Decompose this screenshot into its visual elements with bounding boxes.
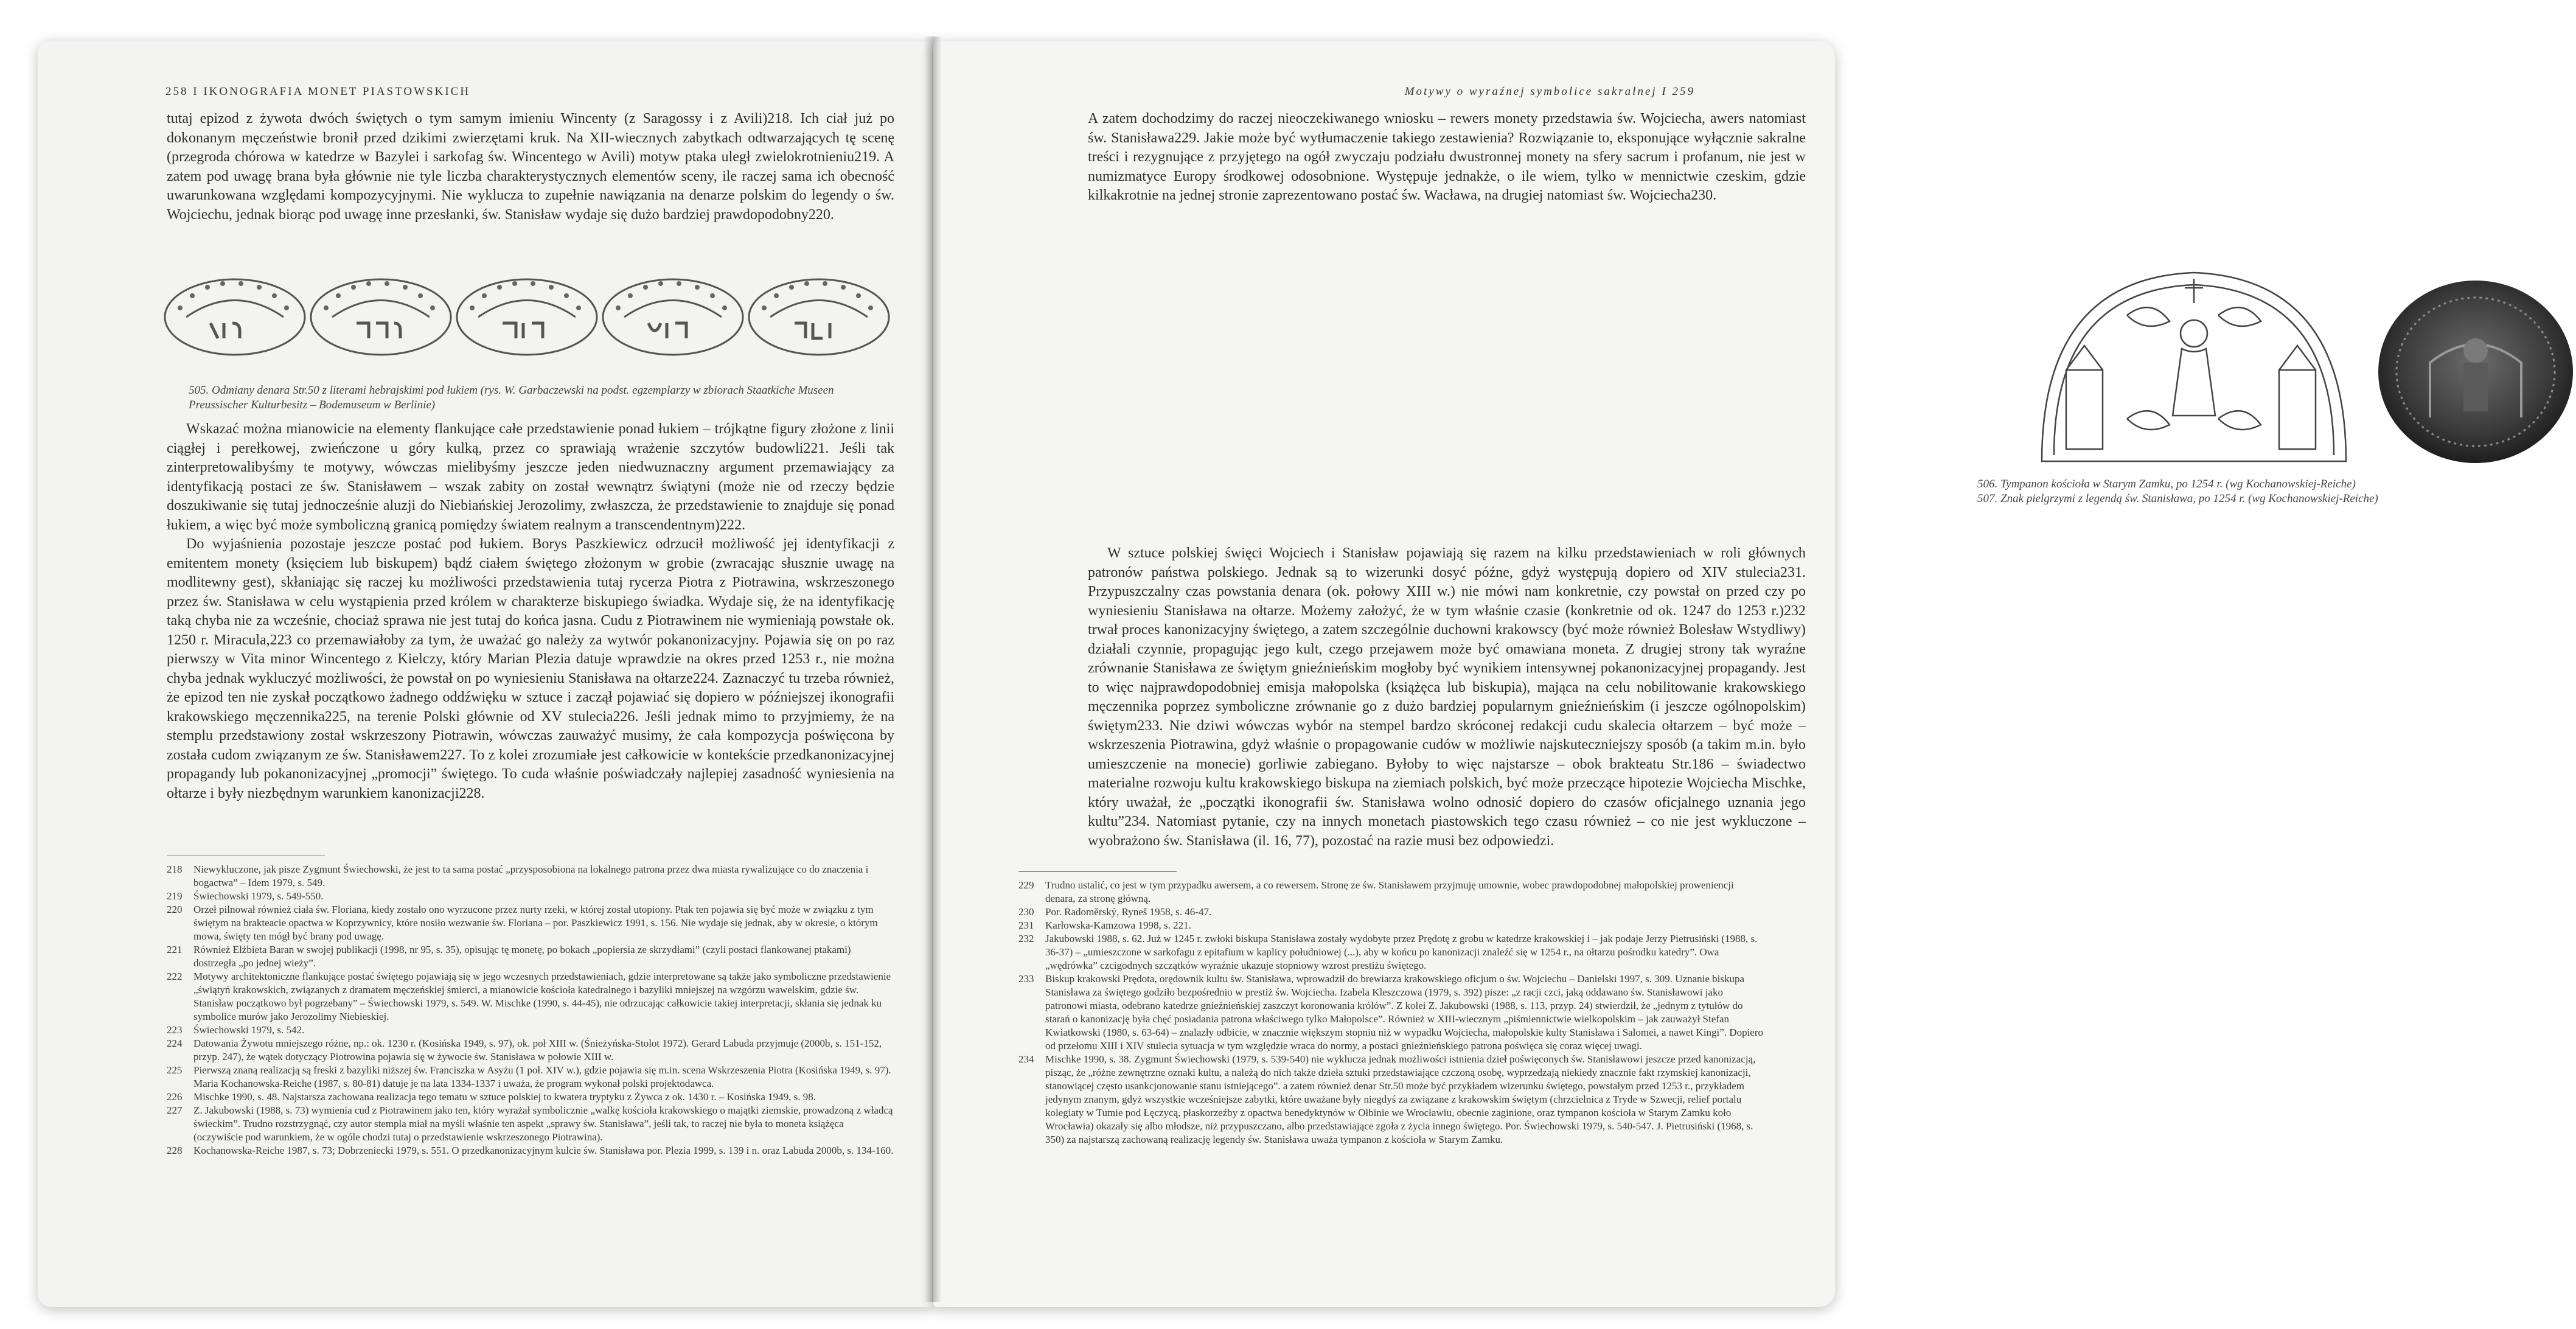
footnote-rule <box>1018 871 1177 872</box>
footnote: 227 Z. Jakubowski (1988, s. 73) wymienia cud z Piotrawinem jako ten, który wyrażał symbolicznie „walkę kościoła krakowskiego o majątki ziemskie, prowadzoną z władcą świeckim”. Trudno rozstrzygnąć, czy autor stempla miał na myśli właśnie ten aspekt „sprawy św. Stanisława”, jeśli tak, to raczej nie była to moneta książęca (oczywiście pod warunkiem, że w ogóle chodzi tutaj o przedstawienie wskrzeszonego Piotrawina). <box>167 1104 893 1143</box>
tympanon-drawing <box>2036 267 2352 467</box>
footnote: 225 Pierwszą znaną realizacją są freski z bazyliki niższej św. Franciszka w Asyżu (1 poł. XIV w.), gdzie pojawia się m.in. scena Wskrzeszenia Piotra (Kosińska 1949, s. 97). Maria Kochanowska-Reiche (1987, s. 80-81) datuje je na lata 1334-1337 i uważa, że program wykonał polski projektodawca. <box>167 1064 891 1089</box>
footnote: 231 Karłowska-Kamzowa 1998, s. 221. <box>1018 919 1191 931</box>
coin-variant <box>603 279 743 355</box>
footnote: 222 Motywy architektoniczne flankujące postać świętego pojawiają się w jego wczesnych przedstawieniach, gdzie interpretowane są także jako symboliczne przedstawienie „świątyń krakowskich, związanych z dramatem męczeńskiej śmierci, a mianowicie kościoła katedralnego i bazyliki mniejszej na wzgórzu wawelskim, gdzie św. Stanisław początkowo był pogrzebany” – Świechowski 1979, s. 549. W. Mischke (1990, s. 44-45), nie odrzucając całkowicie takiej interpretacji, skłania się jednak ku symbolice murów jako Jerozolimy Niebieskiej. <box>167 971 891 1022</box>
footnote: 232 Jakubowski 1988, s. 62. Już w 1245 r. zwłoki biskupa Stanisława zostały wydobyte przez Prędotę z grobu w katedrze krakowskiej i – jak podaje Jerzy Pietrusiński (1988, s. 36-37) – „umieszczone w sarkofagu z epitafium w kaplicy południowej (...), aby w końcu po kanonizacji znaleźć się w 1254 r., na ołtarzu pośrodku katedry”. Owa „wędrówka” czcigodnych szczątków wyraźnie ukazuje stopniowy wzrost prestiżu świętego. <box>1018 933 1758 971</box>
footnote: 221 Również Elżbieta Baran w swojej publikacji (1998, nr 95, s. 35), opisując tę monetę, po bokach „popiersia ze skrzydłami” (czyli postaci flankowanej ptakami) dostrzegła „po jednej wieży”. <box>167 944 851 969</box>
left-intro-paragraph: tutaj epizod z żywota dwóch świętych o tym samym imieniu Wincenty (z Saragossy i z Avili)218. Ich ciał już po dokonanym męczeństwie bronił przed dzikimi zwierzętami kruk. Na XII-wiecznych zabytkach odtwarzających tę scenę (przegroda chórowa w katedrze w Bazylei i sarkofag św. Wincentego w Avili) motyw ptaka uległ zwielokrotnieniu219. A zatem pod uwagę brana była głównie nie tyle liczba charakterystycznych elementów sceny, ile raczej sama ich obecność uwarunkowana względami kompozycyjnymi. Nie wyklucza to zupełnie nawiązania na denarze polskim do legendy o św. Wojciechu, jednak biorąc pod uwagę inne przesłanki, św. Stanisław wydaje się dużo bardziej prawdopodobny220. <box>167 111 894 223</box>
footnote: 230 Por. Radoměrský, Ryneš 1958, s. 46-47. <box>1018 906 1212 918</box>
footnote: 223 Świechowski 1979, s. 542. <box>167 1024 305 1036</box>
footnote: 219 Świechowski 1979, s. 549-550. <box>167 890 324 902</box>
footnote: 220 Orzeł pilnował również ciała św. Floriana, kiedy zostało ono wyrzucone przez nurty rzeki, w której został utopiony. Ptak ten pojawia się być może w związku z tym świętym na brakteacie opactwa w Koprzywnicy, które nosiło wezwanie św. Floriana – por. Paszkiewicz 1991, s. 156. Nie wydaje się jednak, aby w okresie, o którym mowa, święty ten mógł być brany pod uwagę. <box>167 904 878 942</box>
footnotes-left <box>167 863 894 1157</box>
right-main-text <box>1088 544 1806 851</box>
footnotes-right <box>1018 879 1763 1146</box>
footnote: 226 Mischke 1990, s. 48. Najstarsza zachowana realizacja tego tematu w sztuce polskiej to kwatera tryptyku z Żywca z ok. 1430 r. – Kosińska 1949, s. 98. <box>167 1091 816 1103</box>
footnote: 229 Trudno ustalić, co jest w tym przypadku awersem, a co rewersem. Stronę ze św. Stanisławem przyjmuję umownie, wobec prawdopodobnej małopolskiej proweniencji denara, za stronę główną. <box>1018 879 1734 904</box>
running-head-right: Motywy o wyraźnej symbolice sakralnej I 259 <box>1404 85 1695 98</box>
paragraph: Wskazać można mianowicie na elementy flankujące całe przedstawienie ponad łukiem – trójkątne figury złożone z linii ciągłej i perełkowej, zwieńczone u góry kulką, przez co sprawiają wrażenie szczytów budowli221. Jeśli tak zinterpretowalibyśmy te motywy, wówczas mielibyśmy jeszcze jeden niedwuznaczny argument przemawiający za identyfikacją postaci ze św. Stanisławem – wszak zabity on został wewnątrz świątyni (może nie od rzeczy będzie doszukiwanie się tutaj jednocześnie aluzji do Niebiańskiej Jerozolimy, zwłaszcza, że przedstawienie to znajduje się ponad łukiem, a więc być może symboliczną granicą pomiędzy światem realnym a transcendentnym)222. <box>167 421 894 533</box>
coin-variant <box>457 279 597 355</box>
book-gutter <box>924 37 942 1302</box>
left-main-text <box>167 420 894 803</box>
footnote: 228 Kochanowska-Reiche 1987, s. 73; Dobrzeniecki 1979, s. 551. O przedkanonizacyjnym kulcie św. Stanisława por. Plezia 1999, s. 139 i n. oraz Labuda 2000b, s. 134-160. <box>167 1145 894 1156</box>
coin-variant <box>311 279 451 355</box>
figure-caption-505: 505. Odmiany denara Str.50 z literami hebrajskimi pod łukiem (rys. W. Garbaczewski na podst. egzemplarzy w zbiorach Staatkiche Museen Preussischer Kulturbesitz – Bodemuseum w Berlinie) <box>189 384 834 411</box>
footnote: 234 Mischke 1990, s. 38. Zygmunt Świechowski (1979, s. 539-540) nie wyklucza jednak możliwości istnienia dzieł poświęconych św. Stanisławowi jeszcze przed kanonizacją, pisząc, że „różne zewnętrzne oznaki kultu, a należą do nich także dzieła sztuki przedstawiające czczoną osobę, wyprzedzają niekiedy znacznie fakt rzymskiej kanonizacji, stanowiącej często usankcjonowanie stanu istniejącego”. a zatem również denar Str.50 może być przykładem wizerunku świętego, powstałym przed 1253 r., przykładem jedynym znanym, gdyż wszystkie wcześniejsze zabytki, które uważane były niegdyś za związane z krakowskim świętym (chrzcielnica z Tryde w Szwecji, relief portalu kolegiaty w Tumie pod Łęczycą, płaskorzeźby z opactwa benedyktynów w Ołbinie we Wrocławiu, obecnie zaginione, oraz tympanon kościoła w Starym Zamku koło Wrocławia) okazały się albo młodsze, niż przypuszczano, albo przedstawiające zgoła z życia innego świętego. Por. Świechowski 1979, s. 540-547. J. Pietrusiński (1968, s. 350) za najstarszą zachowaną realizację legendy św. Stanisława uważa tympanon z kościoła w Starym Zamku. <box>1018 1053 1756 1145</box>
figure-caption-506: 506. Tympanon kościoła w Starym Zamku, po 1254 r. (wg Kochanowskiej-Reiche) <box>1977 478 2356 490</box>
footnote: 224 Datowania Żywotu mniejszego różne, np.: ok. 1230 r. (Kosińska 1949, s. 97), ok. poł XIII w. (Śnieżyńska-Stolot 1972). Gerard Labuda przyjmuje (2000b, s. 151-152, przyp. 247), że wątek dotyczący Piotrowina pojawia się w żywocie św. Stanisława w połowie XIII w. <box>167 1038 882 1062</box>
left-page <box>38 41 932 1307</box>
paragraph: Do wyjaśnienia pozostaje jeszcze postać pod łukiem. Borys Paszkiewicz odrzucił możliwość jej identyfikacji z emitentem monety (księciem lub biskupem) bądź ciałem świętego złożonym w grobie (zwracając słusznie uwagę na modlitewny gest), skłaniając się raczej ku możliwości przedstawienia tutaj rycerza Piotra z Piotrawina, wskrzeszonego przez św. Stanisława w celu wystąpienia przed królem w charakterze biskupiego świadka. Wydaje się, że na identyfikację taką chyba nie za wcześnie, chociaż sprawa nie jest tutaj do końca jasna. Cudu z Piotrawinem nie wymieniają powstałe ok. 1250 r. Miracula,223 co przemawiałoby za tym, że uważać go należy za wytwór pokanonizacyjny. Pojawia się on po raz pierwszy w Vita minor Wincentego z Kielczy, który Marian Plezia datuje wprawdzie na okres przed 1253 r., nie można chyba jednak wykluczyć możliwości, że powstał on po wyniesieniu Stanisława na ołtarze224. Zaznaczyć tu trzeba również, że epizod ten nie zyskał początkowo żadnego oddźwięku w sztuce i zaczął pojawiać się dopiero w późniejszej ikonografii krakowskiego męczennika225, na terenie Polski głównie od XV stulecia226. Jeśli jednak mimo to przyjmiemy, że na stemplu przedstawiony został wskrzeszony Piotrawin, wówczas zauważyć musimy, że cała kompozycja poświęcona by została cudom związanym ze św. Stanisławem227. To z kolei zrozumiałe jest całkowicie w kontekście przedkanonizacyjnej propagandy lub pokanonizacyjnej „promocji” świętego. To cuda właśnie poświadczały najlepiej zasadność wyniesienia na ołtarze i były niezbędnym warunkiem kanonizacji228. <box>167 536 894 801</box>
footnote: 233 Biskup krakowski Prędota, orędownik kultu św. Stanisława, wprowadził do brewiarza krakowskiego oficjum o św. Wojciechu – Danielski 1997, s. 309. Uznanie biskupa Stanisława za świętego godziło bezpośrednio w prestiż św. Wojciecha. Izabela Kleszczowa (1979, s. 392) pisze: „z racji czci, jaką oddawano św. Stanisławowi jako patronowi miasta, odebrano katedrze gnieźnieńskiej zaszczyt koronowania królów”. Z kolei Z. Jakubowski (1988, s. 113, przyp. 24) stwierdził, że „jednym z tytułów do starań o kanonizację była chęć posiadania patrona właściwego tylko Małopolsce”. Również w XIII-wiecznym „piśmiennictwie wielkopolskim – jak zauważył Stefan Kwiatkowski (1980, s. 63-64) – znalazły odbicie, w znacznie większym stopniu niż w wypadku Wojciecha, małopolskie kulty Stanisława i Salomei, a nawet Kingi”. Dopiero od przełomu XIII i XIV stulecia sytuacja w tym względzie wraca do normy, a postaci gnieźnieńskiego patrona poświęca się coraz więcej uwagi. <box>1018 973 1764 1052</box>
right-page <box>933 41 2378 1307</box>
paragraph: W sztuce polskiej święci Wojciech i Stanisław pojawiają się razem na kilku przedstawieniach w roli głównych patronów państwa polskiego. Jednak są to wizerunki dosyć późne, gdyż występują dopiero od XIV stulecia231. Przypuszczalny czas powstania denara (ok. połowy XIII w.) nie mówi nam konkretnie, czy powstał on przed czy po wyniesieniu Stanisława na ołtarze. Możemy założyć, że w tym właśnie czasie (konkretnie od ok. 1247 do 1253 r.)232 trwał proces kanonizacyjny świętego, a zatem szczególnie duchowni krakowscy (być może również Bolesław Wstydliwy) działali czynnie, propagując jego kult, czego przejawem może być omawiana moneta. Z drugiej strony tak wyraźne zrównanie Stanisława ze świętym gnieźnieńskim mogłoby być wynikiem intensywnej pokanonizacyjnej propagandy. Jest to więc najprawdopodobniej emisja małopolska (książęca lub biskupia), mająca na celu nobilitowanie krakowskiego męczennika poprzez symboliczne zrównanie go z dużo bardziej popularnym gnieźnieńskim (i jeszcze ogólnopolskim) świętym233. Nie dziwi wówczas wybór na stempel bardzo skróconej redakcji cudu skalecia ołtarzem – być może – wskrzeszenia Piotrawina, gdyż właśnie o propagowanie cudów w możliwie najskuteczniejszy sposób (a takim m.in. było umieszczenie na monecie) gorliwie zabiegano. Byłoby to więc najstarsze – obok brakteatu Str.186 – świadectwo materialne rozwoju kultu krakowskiego biskupa na ziemiach polskich, być może przeczące hipotezie Wojciecha Mischke, który uważał, że „początki ikonografii św. Stanisława wolno odnosić dopiero do czasów oficjalnego uznania jego kultu”234. Natomiast pytanie, czy na innych monetach piastowskich tego czasu również – co nie jest wykluczone – wyobrażono św. Stanisława (il. 16, 77), pozostać na razie musi bez odpowiedzi. <box>1088 545 1806 849</box>
figure-caption-507: 507. Znak pielgrzymi z legendą św. Stanisława, po 1254 r. (wg Kochanowskiej-Reiche) <box>1977 492 2378 505</box>
right-intro-paragraph: A zatem dochodzimy do raczej nieoczekiwanego wniosku – rewers monety przedstawia św. Wojciecha, awers natomiast św. Stanisława229. Jakie może być wytłumaczenie takiego zestawienia? Rozwiązanie to, eksponujące wyłącznie sakralne treści i rezygnujące z przyjętego na ogół zwyczaju podziału dwustronnej monety na sfery sacrum i profanum, nie jest w numizmatyce Europy środkowej odosobnione. Występuje jednakże, o ile wiem, tylko w mennictwie czeskim, gdzie kilkakrotnie na jednej stronie zaprezentowano postać św. Wacława, na drugiej natomiast św. Wojciecha230. <box>1088 111 1806 203</box>
pilgrim-badge-photo <box>2375 277 2576 466</box>
figure-captions <box>1977 477 2525 506</box>
footnote: 218 Niewykluczone, jak pisze Zygmunt Świechowski, że jest to ta sama postać „przysposobiona na lokalnego patrona przez dwa miasta rywalizujące co do znaczenia i bogactwa” – Idem 1979, s. 549. <box>167 863 869 888</box>
coin-variant <box>749 279 889 355</box>
coin-variants-figure <box>162 265 898 374</box>
running-head-left: 258 I IKONOGRAFIA MONET PIASTOWSKICH <box>165 85 471 98</box>
coin-variant <box>165 279 305 355</box>
